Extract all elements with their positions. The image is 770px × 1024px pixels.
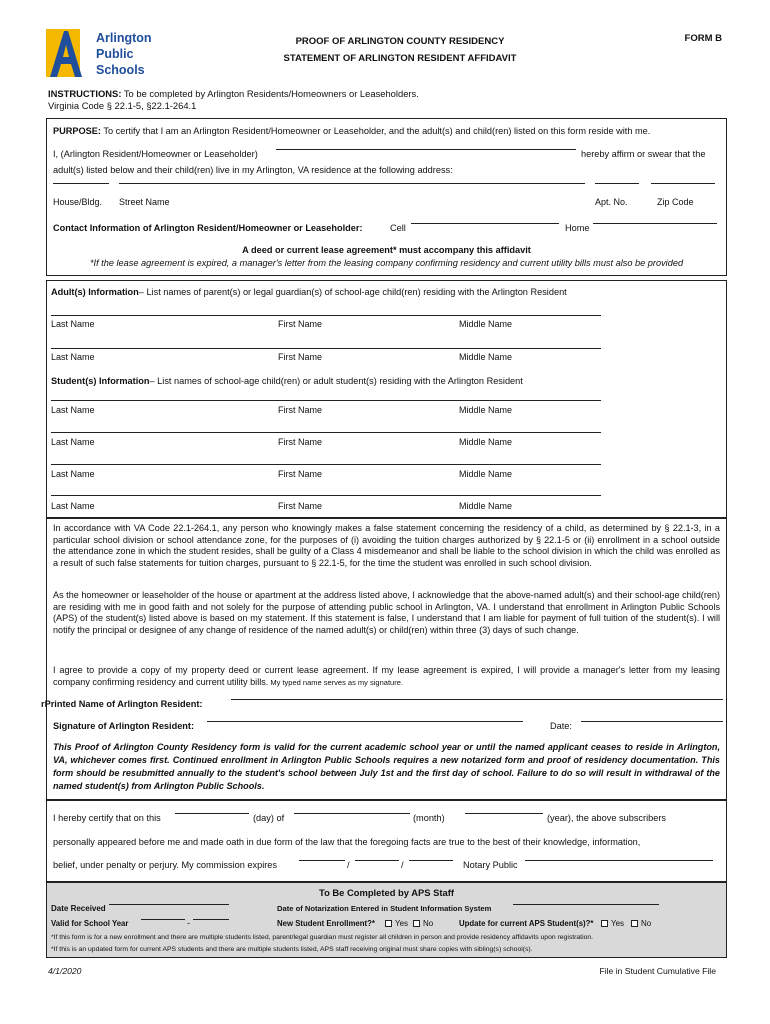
notary-year-field[interactable] [465,813,543,814]
student-row-1-field[interactable] [51,400,601,401]
adult-row-2-field[interactable] [51,348,601,349]
instructions-label: INSTRUCTIONS: [48,88,122,99]
date-field[interactable] [581,721,723,722]
date-received-field[interactable] [109,904,229,905]
legal-paragraph-3 [53,665,720,688]
logo-line-1: Arlington [96,31,152,45]
printed-name-field[interactable] [231,699,723,700]
instructions-text: To be completed by Arlington Residents/Homeowners or Leaseholders. [121,88,419,99]
notary-l1b: (day) of [253,813,285,823]
student-row-2-field[interactable] [51,432,601,433]
affirm-line-2: adult(s) listed below and their child(ren) live in my Arlington, VA residence at the following address: [53,165,453,175]
student-3-last: Last Name [51,469,95,479]
student-3-first: First Name [278,469,323,479]
valid-year-label: Valid for School Year [51,919,129,928]
adult-1-last: Last Name [51,319,95,329]
legal-p3-text: I agree to provide a copy of my property deed or current lease agreement. If my lease agreement is expired, I will provide a manager's letter from my leasing company confirming residency and current utility bills. [53,665,720,687]
student-row-4-field[interactable] [51,495,601,496]
house-field[interactable] [53,183,109,184]
notary-public-label: Notary Public [463,860,518,870]
street-field[interactable] [119,183,585,184]
staff-note-2: *If this is an updated form for current APS students and there are multiple students listed, APS staff receiving original must share copies with sibling(s) school(s). [51,946,533,953]
adult-row-1-field[interactable] [51,315,601,316]
student-3-middle: Middle Name [459,469,513,479]
notary-section [46,800,727,882]
home-field[interactable] [593,223,717,224]
aps-logo-mark [44,27,96,79]
notary-slash-1: / [347,860,350,870]
form-title-1: PROOF OF ARLINGTON COUNTY RESIDENCY [295,36,505,47]
affirm-suffix: hereby affirm or swear that the [581,149,706,159]
students-label: Student(s) Information [51,376,150,386]
home-label: Home [565,223,590,233]
legal-p3-small: My typed name serves as my signature. [268,677,403,687]
purpose-text: To certify that I am an Arlington Resident/Homeowner or Leaseholder, and the adult(s) and child(ren) listed on this form reside with me. [101,126,651,136]
students-heading [51,376,523,386]
notary-l1a: I hereby certify that on this [53,813,161,823]
student-4-first: First Name [278,501,323,511]
notary-day-field[interactable] [175,813,249,814]
date-label: Date: [550,721,572,731]
legal-paragraph-2: As the homeowner or leaseholder of the house or apartment at the address listed above, I acknowledge that the above-named adult(s) and their school-age child(ren) are residing with me in good faith and not solely for the purpose of attending public school in Arlington, VA. I understand that enrollment in Arlington Public Schools (APS) of the student(s) listed above is based on my statement. If this statement is false, I understand that I am liable for payment of full tuition of the student(s). I will notify the principal or designee of any change of residence of the named adult(s) or child(ren) within three (3) days of such change. [53,590,720,635]
adult-2-first: First Name [278,352,323,362]
validity-statement: This Proof of Arlington County Residency form is valid for the current academic school year or until the named applicant ceases to reside in Arlington, VA, whichever comes first. Continued enrollment in Arlington Public Schools requires a new notarized form and proof of residency documentation. This form should be resubmitted annually to the student's school between July 1st and the first day of school. Failure to do so will result in withdrawal of the named student(s) from Arlington Public Schools. [53,742,720,791]
adult-2-last: Last Name [51,352,95,362]
form-code: FORM B [684,33,722,44]
zip-field[interactable] [651,183,715,184]
student-2-last: Last Name [51,437,95,447]
adults-label: Adult(s) Information [51,287,139,297]
adults-text: – List names of parent(s) or legal guardian(s) of school-age child(ren) residing with the Arlington Resident [138,287,567,297]
student-4-last: Last Name [51,501,95,511]
adults-heading [51,287,567,297]
footer-file: File in Student Cumulative File [599,966,716,976]
cell-label: Cell [390,223,406,233]
cell-field[interactable] [411,223,559,224]
aps-logo [44,27,164,79]
notary-l3a: belief, under penalty or perjury. My commission expires [53,860,277,870]
notary-l1c: (month) [413,813,445,823]
adult-1-first: First Name [278,319,323,329]
zip-label: Zip Code [657,197,694,207]
student-1-first: First Name [278,405,323,415]
commission-year-field[interactable] [409,860,453,861]
staff-title: To Be Completed by APS Staff [319,887,454,898]
notary-l2: personally appeared before me and made oath in due form of the law that the foregoing facts are true to the best of their knowledge, information, [53,837,641,847]
update-yes-checkbox[interactable] [601,920,608,927]
form-title-2: STATEMENT OF ARLINGTON RESIDENT AFFIDAVIT [283,53,517,64]
date-received-label: Date Received [51,904,106,913]
contact-label: Contact Information of Arlington Resident/Homeowner or Leaseholder: [53,223,363,233]
valid-year-end-field[interactable] [193,919,229,920]
new-student-yes: Yes [395,919,409,928]
purpose [53,126,650,136]
logo-line-3: Schools [96,63,145,77]
deed-note: *If the lease agreement is expired, a manager's letter from the leasing company confirming residency and current utility bills must also be provided [89,258,684,268]
valid-year-start-field[interactable] [141,919,185,920]
update-label: Update for current APS Student(s)?* [459,919,594,928]
notary-month-field[interactable] [294,813,410,814]
valid-year-dash: - [187,918,191,928]
adult-2-middle: Middle Name [459,352,513,362]
staff-section [46,882,727,958]
new-student-no: No [423,919,434,928]
street-label: Street Name [119,197,170,207]
commission-month-field[interactable] [299,860,345,861]
update-no: No [641,919,652,928]
apt-field[interactable] [595,183,639,184]
logo-line-2: Public [96,47,134,61]
student-4-middle: Middle Name [459,501,513,511]
date-notarization-label: Date of Notarization Entered in Student Information System [277,904,492,913]
student-2-middle: Middle Name [459,437,513,447]
apt-label: Apt. No. [595,197,628,207]
instructions [48,88,419,112]
notary-slash-2: / [401,860,404,870]
new-student-label: New Student Enrollment?* [277,919,375,928]
student-2-first: First Name [278,437,323,447]
household-section [46,280,727,518]
staff-note-1: *If this form is for a new enrollment and there are multiple students listed, parent/legal guardian must register all children in person and provide residency affidavits upon registration. [51,934,594,941]
adult-1-middle: Middle Name [459,319,513,329]
students-text: – List names of school-age child(ren) or adult student(s) residing with the Arlington Resident [149,376,523,386]
form-title [250,33,550,67]
student-row-3-field[interactable] [51,464,601,465]
new-student-no-checkbox[interactable] [413,920,420,927]
legal-paragraph-1: In accordance with VA Code 22.1-264.1, any person who knowingly makes a false statement concerning the residency of a child, as determined by § 22.1-3, in a particular school division or school attendance zone, for the purposes of (i) avoiding the tuition charges authorized by § 22.1-5 or (ii) enrollment in a school outside the attendance zone in which the student resides, shall be guilty of a Class 4 misdemeanor and shall be liable to the school division in which the child was enrolled as a result of such false statements for tuition charges, pursuant to § 22.1-5, for the time the student was enrolled in such school division. [53,523,720,568]
update-yes: Yes [611,919,625,928]
signature-label: Signature of Arlington Resident: [53,721,195,731]
printed-name-label: rPrinted Name of Arlington Resident: [41,699,203,709]
legal-section [41,518,727,800]
student-1-middle: Middle Name [459,405,513,415]
date-notarization-field[interactable] [513,904,659,905]
update-no-checkbox[interactable] [631,920,638,927]
new-student-yes-checkbox[interactable] [385,920,392,927]
house-label: House/Bldg. [53,197,103,207]
resident-name-field[interactable] [276,149,576,150]
instructions-code: Virginia Code § 22.1-5, §22.1-264.1 [48,100,197,111]
notary-l1d: (year), the above subscribers [547,813,666,823]
deed-requirement: A deed or current lease agreement* must accompany this affidavit [242,245,531,255]
commission-day-field[interactable] [355,860,399,861]
notary-signature-field[interactable] [525,860,713,861]
purpose-section [46,118,727,276]
signature-field[interactable] [207,721,523,722]
purpose-label: PURPOSE: [53,126,101,136]
affirm-prefix: I, (Arlington Resident/Homeowner or Leaseholder) [53,149,258,159]
footer-date: 4/1/2020 [48,966,82,976]
student-1-last: Last Name [51,405,95,415]
